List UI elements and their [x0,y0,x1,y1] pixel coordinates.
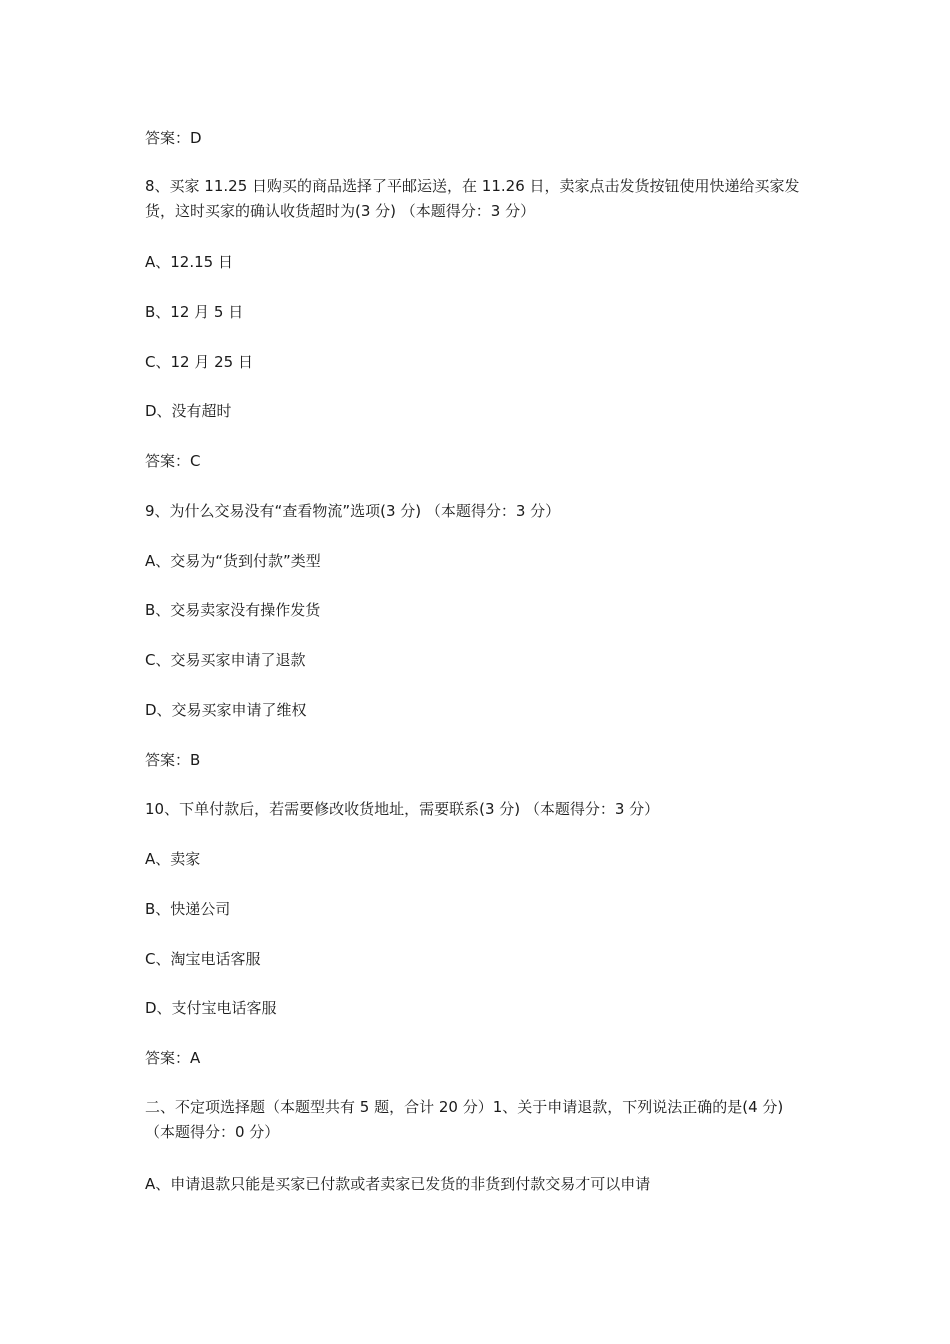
question-8-option-a: A、12.15 日 [145,253,233,271]
section-2-question-1: 二、不定项选择题（本题型共有 5 题，合计 20 分）1、关于申请退款，下列说法正确的是(4 分) （本题得分：0 分） [145,1098,784,1141]
question-8-option-b: B、12 月 5 日 [145,303,244,321]
question-8: 8、买家 11.25 日购买的商品选择了平邮运送，在 11.26 日，卖家点击发货按钮使用快递给买家发货，这时买家的确认收货超时为(3 分) （本题得分：3 分） [145,177,800,220]
question-9-option-b: B、交易卖家没有操作发货 [145,601,321,619]
section-2-question-1-option-a: A、申请退款只能是买家已付款或者卖家已发货的非货到付款交易才可以申请 [145,1175,651,1193]
question-10: 10、下单付款后，若需要修改收货地址，需要联系(3 分) （本题得分：3 分） [145,800,660,818]
question-8-option-d: D、没有超时 [145,402,232,420]
question-9-option-a: A、交易为“货到付款”类型 [145,552,321,570]
question-10-option-a: A、卖家 [145,850,201,868]
question-8-option-c: C、12 月 25 日 [145,353,253,371]
question-10-option-c: C、淘宝电话客服 [145,950,261,968]
question-10-option-d: D、支付宝电话客服 [145,999,277,1017]
answer-8: 答案：C [145,452,201,470]
question-10-option-b: B、快递公司 [145,900,231,918]
answer-7: 答案：D [145,129,202,147]
answer-9: 答案：B [145,751,201,769]
question-9-option-d: D、交易买家申请了维权 [145,701,307,719]
answer-10: 答案：A [145,1049,201,1067]
question-9-option-c: C、交易买家申请了退款 [145,651,306,669]
question-9: 9、为什么交易没有“查看物流”选项(3 分) （本题得分：3 分） [145,502,561,520]
